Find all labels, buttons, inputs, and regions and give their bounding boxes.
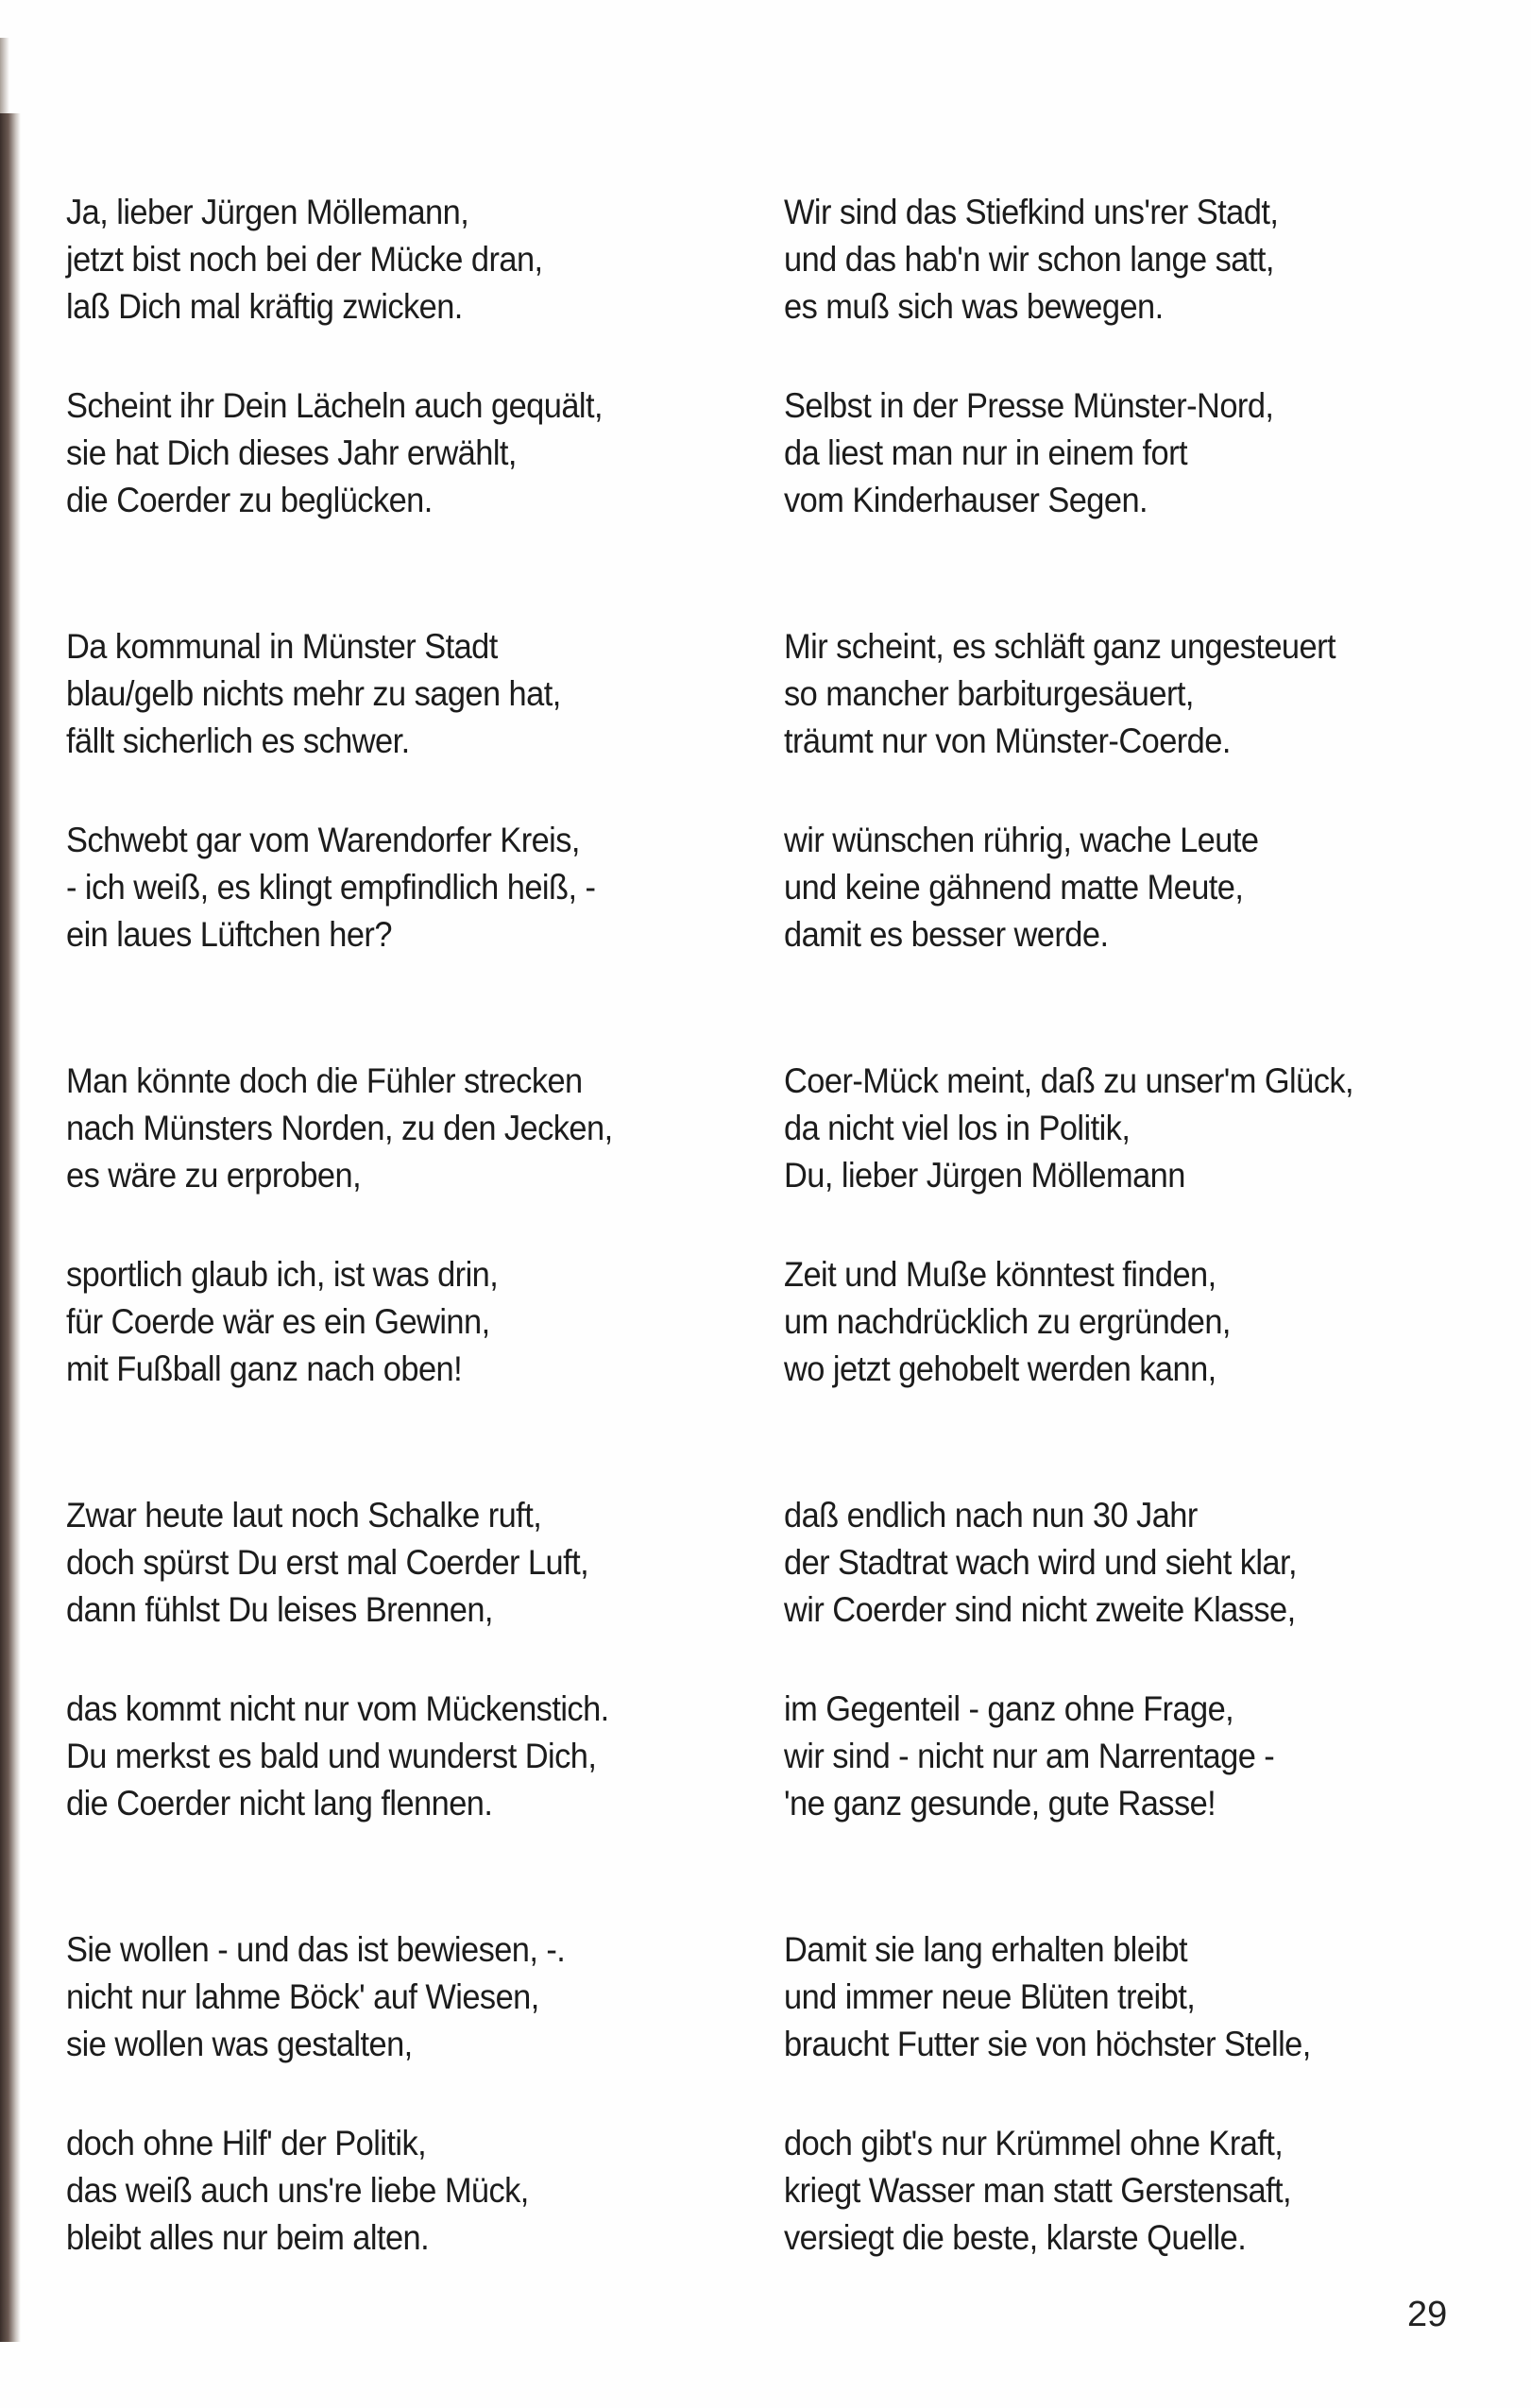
stanza (784, 2120, 1483, 2262)
stanza (784, 817, 1483, 958)
verse-line: Scheint ihr Dein Lächeln auch gequält, (66, 386, 603, 425)
verse-line: vom Kinderhauser Segen. (784, 481, 1148, 519)
stanza (66, 189, 765, 331)
verse-line: bleibt alles nur beim alten. (66, 2218, 430, 2257)
verse-line: wo jetzt gehobelt werden kann, (784, 1349, 1216, 1388)
stanza (66, 1251, 765, 1393)
verse-line: Sie wollen - und das ist bewiesen, -. (66, 1930, 566, 1969)
verse-line: Zwar heute laut noch Schalke ruft, (66, 1496, 542, 1535)
stanza (784, 189, 1483, 331)
verse-line: Damit sie lang erhalten bleibt (784, 1930, 1188, 1969)
stanza (66, 1058, 765, 1199)
verse-line: es wäre zu erproben, (66, 1156, 362, 1195)
verse-line: Man könnte doch die Fühler strecken (66, 1061, 583, 1100)
verse-line: jetzt bist noch bei der Mücke dran, (66, 240, 543, 279)
verse-line: versiegt die beste, klarste Quelle. (784, 2218, 1247, 2257)
binding-edge (0, 113, 21, 2342)
verse-line: Da kommunal in Münster Stadt (66, 627, 498, 666)
stanza (66, 1492, 765, 1634)
verse-line: nicht nur lahme Böck' auf Wiesen, (66, 1977, 539, 2016)
stanza (66, 2120, 765, 2262)
stanza (784, 1251, 1483, 1393)
verse-line: und immer neue Blüten treibt, (784, 1977, 1196, 2016)
verse-line: Du merkst es bald und wunderst Dich, (66, 1737, 597, 1775)
verse-line: Wir sind das Stiefkind uns'rer Stadt, (784, 193, 1279, 231)
verse-line: da liest man nur in einem fort (784, 433, 1187, 472)
verse-line: doch gibt's nur Krümmel ohne Kraft, (784, 2124, 1284, 2162)
verse-line: mit Fußball ganz nach oben! (66, 1349, 463, 1388)
verse-line: im Gegenteil - ganz ohne Frage, (784, 1689, 1234, 1728)
verse-line: wir wünschen rührig, wache Leute (784, 821, 1259, 859)
binding-edge-top (0, 38, 9, 113)
verse-line: Du, lieber Jürgen Möllemann (784, 1156, 1185, 1195)
verse-line: die Coerder zu beglücken. (66, 481, 433, 519)
stanza (784, 1058, 1483, 1199)
verse-line: Selbst in der Presse Münster-Nord, (784, 386, 1274, 425)
verse-line: doch spürst Du erst mal Coerder Luft, (66, 1543, 589, 1582)
verse-line: braucht Futter sie von höchster Stelle, (784, 2025, 1311, 2063)
verse-line: nach Münsters Norden, zu den Jecken, (66, 1109, 613, 1147)
verse-line: es muß sich was bewegen. (784, 287, 1164, 326)
stanza (784, 1926, 1483, 2068)
verse-line: die Coerder nicht lang flennen. (66, 1784, 493, 1823)
verse-line: 'ne ganz gesunde, gute Rasse! (784, 1784, 1216, 1823)
verse-line: sie wollen was gestalten, (66, 2025, 413, 2063)
verse-line: dann fühlst Du leises Brennen, (66, 1590, 493, 1629)
verse-line: der Stadtrat wach wird und sieht klar, (784, 1543, 1298, 1582)
verse-line: Ja, lieber Jürgen Möllemann, (66, 193, 469, 231)
verse-line: kriegt Wasser man statt Gerstensaft, (784, 2171, 1292, 2210)
verse-line: und das hab'n wir schon lange satt, (784, 240, 1274, 279)
verse-line: das weiß auch uns're liebe Mück, (66, 2171, 529, 2210)
verse-line: wir sind - nicht nur am Narrentage - (784, 1737, 1275, 1775)
verse-line: Coer-Mück meint, daß zu unser'm Glück, (784, 1061, 1354, 1100)
verse-line: ein laues Lüftchen her? (66, 915, 392, 954)
verse-line: laß Dich mal kräftig zwicken. (66, 287, 463, 326)
verse-line: damit es besser werde. (784, 915, 1109, 954)
verse-line: daß endlich nach nun 30 Jahr (784, 1496, 1198, 1535)
verse-line: so mancher barbiturgesäuert, (784, 674, 1194, 713)
verse-line: Schwebt gar vom Warendorfer Kreis, (66, 821, 580, 859)
verse-line: sportlich glaub ich, ist was drin, (66, 1255, 499, 1294)
verse-line: doch ohne Hilf' der Politik, (66, 2124, 427, 2162)
stanza (784, 1492, 1483, 1634)
stanza (66, 1686, 765, 1827)
stanza (66, 817, 765, 958)
verse-line: Zeit und Muße könntest finden, (784, 1255, 1216, 1294)
stanza (784, 1686, 1483, 1827)
verse-line: sie hat Dich dieses Jahr erwählt, (66, 433, 517, 472)
stanza (66, 1926, 765, 2068)
verse-line: da nicht viel los in Politik, (784, 1109, 1131, 1147)
verse-line: um nachdrücklich zu ergründen, (784, 1302, 1231, 1341)
stanza (784, 623, 1483, 765)
verse-line: und keine gähnend matte Meute, (784, 868, 1244, 907)
verse-line: wir Coerder sind nicht zweite Klasse, (784, 1590, 1296, 1629)
verse-line: - ich weiß, es klingt empfindlich heiß, - (66, 868, 596, 907)
page-number: 29 (1407, 2295, 1448, 2334)
verse-line: blau/gelb nichts mehr zu sagen hat, (66, 674, 561, 713)
verse-line: fällt sicherlich es schwer. (66, 721, 410, 760)
verse-line: Mir scheint, es schläft ganz ungesteuert (784, 627, 1335, 666)
stanza (784, 382, 1483, 524)
stanza (66, 382, 765, 524)
verse-line: für Coerde wär es ein Gewinn, (66, 1302, 490, 1341)
stanza (66, 623, 765, 765)
verse-line: träumt nur von Münster-Coerde. (784, 721, 1231, 760)
verse-line: das kommt nicht nur vom Mückenstich. (66, 1689, 609, 1728)
